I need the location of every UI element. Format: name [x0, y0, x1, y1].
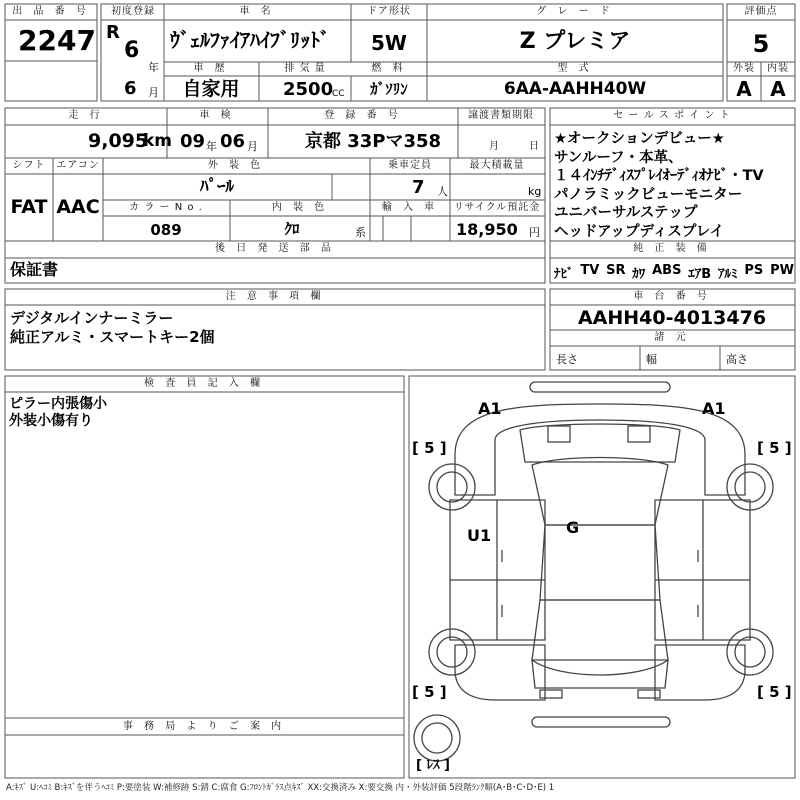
int-color-unit: 系: [355, 226, 366, 239]
tire-front-right: [ 5 ]: [757, 439, 792, 457]
month-unit: 月: [148, 86, 159, 99]
transfer-month-unit: 月: [489, 141, 499, 152]
damage-g: G: [566, 518, 580, 537]
int-color-label: 内 装 色: [271, 202, 329, 213]
width-label: 幅: [646, 353, 657, 366]
note-item: デジタルインナーミラー: [10, 309, 174, 327]
mileage-value: 9,095: [88, 130, 149, 152]
color-no-value: 089: [150, 221, 182, 239]
damage-a1-right: A1: [702, 399, 726, 418]
fuel-value: ｶﾞｿﾘﾝ: [370, 80, 408, 98]
later-parts-value: 保証書: [10, 260, 59, 279]
specs-label: 諸 元: [654, 332, 690, 343]
sales-point-label: セ ー ル ス ポ イ ン ト: [613, 110, 731, 121]
displacement-value: 2500: [283, 79, 334, 100]
chassis-no-value: AAHH40-4013476: [577, 307, 767, 329]
score-value: 5: [752, 30, 770, 58]
equipment-item: ｱﾙﾐ: [718, 267, 738, 282]
cc-unit: CC: [332, 89, 345, 99]
sales-point-item: サンルーフ・本革、: [554, 149, 683, 166]
history-label: 車 歴: [193, 63, 229, 74]
inspector-notes: [9, 396, 107, 430]
sales-point-item: ユニバーサルステップ: [554, 205, 698, 221]
displacement-label: 排 気 量: [284, 63, 326, 74]
insp-month-unit: 月: [247, 140, 258, 153]
lot-no-label: 出 品 番 号: [12, 6, 90, 17]
color-value: ﾊﾟｰﾙ: [200, 177, 234, 197]
equipment-item: PW: [770, 263, 794, 278]
interior-label: 内装: [767, 63, 789, 74]
door-value: 5W: [371, 31, 407, 55]
exterior-label: 外装: [733, 63, 755, 74]
equipment-item: ｶﾜ: [632, 267, 646, 282]
month-value: 6: [124, 78, 137, 99]
reg-no-label: 登 録 番 号: [324, 110, 402, 121]
equipment-list: [554, 263, 794, 282]
era-value: R: [106, 22, 120, 43]
year-value: 6: [124, 38, 140, 63]
genuine-equipment-label: 純 正 装 備: [633, 243, 711, 254]
history-value: 自家用: [182, 78, 240, 100]
equipment-item: TV: [580, 263, 600, 278]
insp-year-value: 09: [180, 131, 206, 152]
equipment-item: ABS: [652, 263, 682, 278]
grade-value: Z プレミア: [519, 29, 631, 54]
tire-front-left: [ 5 ]: [412, 439, 447, 457]
spare-tire: [ ﾚｽ ]: [416, 758, 450, 773]
recycle-unit: 円: [529, 226, 540, 239]
transfer-label: 譲渡書類期限: [468, 110, 534, 121]
lot-no-value: 2247: [18, 24, 96, 57]
capacity-value: 7: [412, 177, 425, 198]
door-label: ドア形状: [367, 6, 411, 17]
interior-value: A: [770, 77, 786, 101]
model-label: 型 式: [557, 63, 593, 74]
aircon-value: AAC: [56, 196, 100, 218]
grade-label: グ レ ー ド: [536, 6, 614, 17]
aircon-label: エアコン: [56, 160, 100, 171]
damage-a1-left: A1: [478, 399, 502, 418]
damage-u1: U1: [467, 526, 492, 545]
inspection-label: 車 検: [199, 110, 235, 121]
equipment-item: PS: [744, 263, 764, 278]
recycle-label: リサイクル預託金: [453, 202, 541, 213]
sales-point-list: [554, 130, 794, 241]
km-unit: km: [143, 131, 173, 151]
sales-point-item: ★オークションデビュー★: [554, 131, 725, 147]
fuel-label: 燃 料: [371, 63, 407, 74]
equipment-item: ﾅﾋﾞ: [554, 267, 574, 282]
capacity-unit: 人: [437, 185, 448, 198]
first-reg-label: 初度登録: [111, 6, 155, 17]
import-label: 輸 入 車: [381, 202, 439, 213]
color-no-label: カ ラ ー N o .: [129, 202, 203, 213]
sales-point-item: １４ｲﾝﾁﾃﾞｨｽﾌﾟﾚｲｵｰﾃﾞｨｵﾅﾋﾞ・TV: [554, 168, 764, 184]
year-unit: 年: [148, 61, 159, 74]
insp-month-value: 06: [220, 131, 246, 152]
car-name-label: 車 名: [239, 6, 275, 17]
chassis-no-label: 車 台 番 号: [633, 291, 711, 302]
equipment-item: SR: [606, 263, 626, 278]
car-diagram: [414, 382, 773, 761]
legend-text: A:ｷｽﾞ U:ﾍｺﾐ B:ｷｽﾞを伴うﾍｺﾐ P:要塗装 W:補修跡 S:錆 C:腐食 G:ﾌﾛﾝﾄｶﾞﾗｽ点ｷｽﾞ XX:交換済み X:要交換 内・外装評価 5段階ﾗﾝｸ順(A･B･C･D･E) 1: [6, 783, 555, 793]
shift-value: FAT: [10, 196, 48, 218]
sales-point-item: パノラミックビューモニター: [554, 186, 743, 203]
inspector-note-item: ピラー内張傷小: [9, 396, 107, 412]
color-label: 外 装 色: [207, 160, 265, 171]
load-unit: kg: [528, 185, 542, 198]
reg-no-value: 京都 33Pマ358: [304, 131, 442, 152]
later-parts-label: 後 日 発 送 部 品: [215, 243, 335, 254]
int-color-value: ｸﾛ: [284, 220, 300, 238]
sales-point-item: ヘッドアップディスプレイ: [554, 223, 725, 240]
inspector-label: 検 査 員 記 入 欄: [144, 378, 264, 389]
shift-label: シフト: [12, 160, 46, 171]
inspector-note-item: 外装小傷有り: [9, 413, 93, 429]
equipment-item: ｴｱB: [688, 267, 712, 282]
capacity-label: 乗車定員: [388, 160, 432, 171]
recycle-value: 18,950: [456, 220, 518, 239]
note-item: 純正アルミ・スマートキー2個: [10, 328, 215, 346]
car-name-value: ｳﾞｪﾙﾌｧｲｱﾊｲﾌﾞﾘｯﾄﾞ: [170, 28, 330, 52]
max-load-label: 最大積載量: [469, 160, 525, 171]
notes-list: [10, 309, 215, 347]
tire-rear-right: [ 5 ]: [757, 683, 792, 701]
insp-year-unit: 年: [206, 140, 217, 153]
height-label: 高さ: [726, 353, 748, 366]
tire-rear-left: [ 5 ]: [412, 683, 447, 701]
transfer-day-unit: 日: [529, 141, 539, 152]
exterior-value: A: [736, 77, 752, 101]
score-label: 評価点: [744, 6, 778, 17]
length-label: 長さ: [556, 353, 578, 366]
notes-label: 注 意 事 項 欄: [225, 291, 325, 302]
mileage-label: 走 行: [68, 110, 104, 121]
model-value: 6AA-AAHH40W: [503, 79, 647, 99]
office-label: 事 務 局 よ り ご 案 内: [122, 721, 286, 732]
